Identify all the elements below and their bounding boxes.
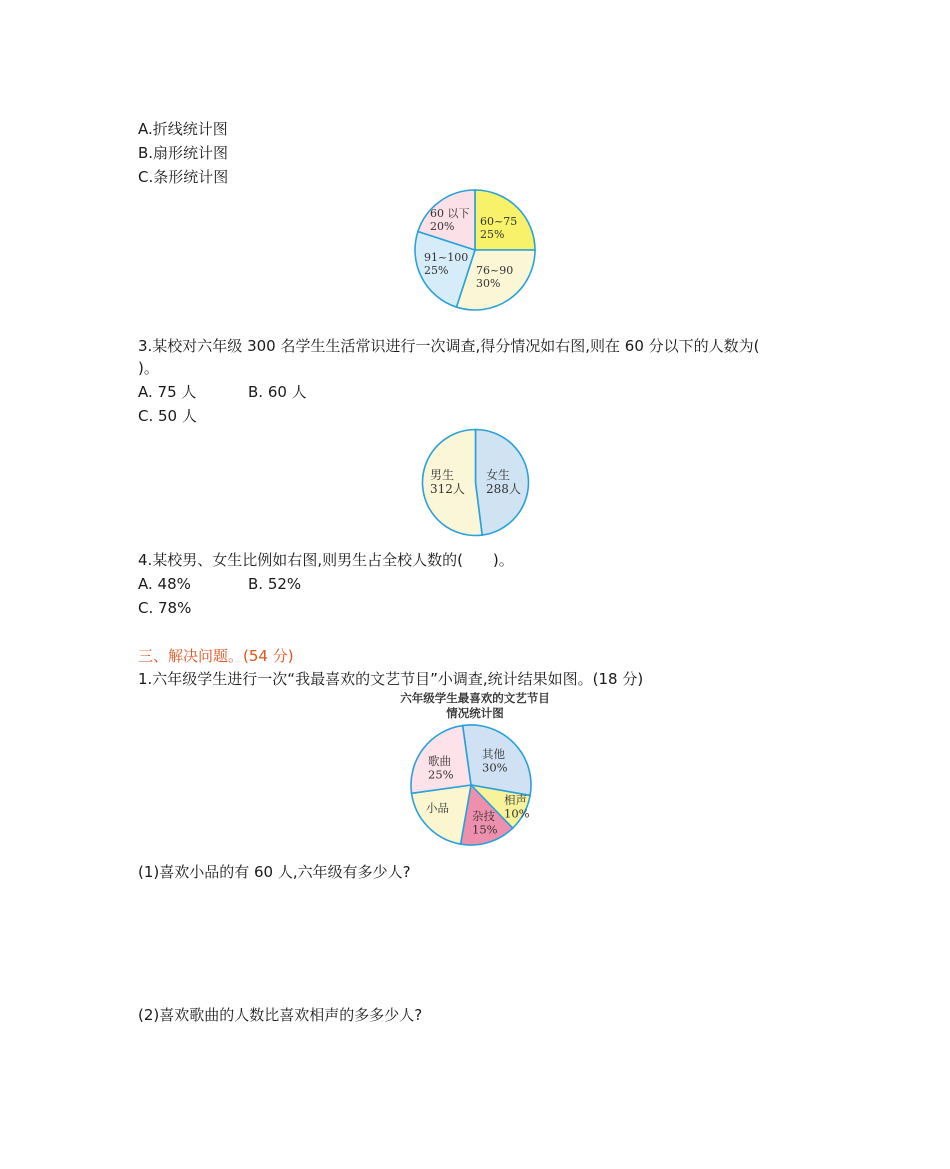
q4-option-c: C. 78% bbox=[138, 599, 192, 617]
gender-ratio-pie-chart bbox=[418, 425, 533, 540]
slice-label: 相声 bbox=[504, 793, 527, 807]
q2-option-c: C.条形统计图 bbox=[138, 168, 229, 186]
slice-value-label: 20% bbox=[430, 220, 455, 233]
slice-label: 91~100 bbox=[424, 251, 469, 264]
q3-option-a: A. 75 人 bbox=[138, 383, 197, 401]
q2-option-a: A.折线统计图 bbox=[138, 120, 228, 138]
chart-subtitle: 情况统计图 bbox=[446, 706, 504, 720]
q3-option-b: B. 60 人 bbox=[248, 383, 307, 401]
q4-stem: 4.某校男、女生比例如右图,则男生占全校人数的( )。 bbox=[138, 551, 514, 569]
slice-label: 歌曲 bbox=[428, 754, 451, 768]
slice-label: 杂技 bbox=[472, 809, 495, 823]
slice-value-label: 25% bbox=[428, 767, 454, 782]
slice-label: 60~75 bbox=[480, 215, 518, 228]
chart-title: 六年级学生最喜欢的文艺节目 bbox=[400, 691, 550, 705]
slice-value-label: 25% bbox=[424, 264, 449, 277]
slice-label: 女生 bbox=[486, 468, 511, 482]
q2-option-b: B.扇形统计图 bbox=[138, 144, 229, 162]
q3-option-c: C. 50 人 bbox=[138, 407, 197, 425]
slice-label: 男生 bbox=[430, 468, 455, 482]
q4-option-b: B. 52% bbox=[248, 575, 302, 593]
q3-stem-line1: 3.某校对六年级 300 名学生生活常识进行一次调查,得分情况如右图,则在 60 分以下的人数为( bbox=[138, 337, 760, 355]
q3-stem-line2: )。 bbox=[138, 359, 159, 377]
slice-value-label: 288人 bbox=[486, 482, 521, 496]
slice-label: 小品 bbox=[426, 801, 449, 815]
score-distribution-pie-chart bbox=[410, 185, 540, 315]
slice-value-label: 25% bbox=[480, 228, 505, 241]
slice-label: 76~90 bbox=[476, 264, 514, 277]
slice-value-label: 312人 bbox=[430, 482, 465, 496]
slice-value-label: 10% bbox=[504, 806, 530, 821]
section3-sub-question-2: (2)喜欢歌曲的人数比喜欢相声的多多少人? bbox=[138, 1006, 423, 1024]
favorite-program-pie-chart bbox=[380, 690, 570, 852]
q4-options-row bbox=[138, 574, 302, 594]
section3-sub-question-1: (1)喜欢小品的有 60 人,六年级有多少人? bbox=[138, 863, 411, 881]
slice-value-label: 30% bbox=[476, 277, 501, 290]
section3-q1-stem: 1.六年级学生进行一次“我最喜欢的文艺节目”小调查,统计结果如图。(18 分) bbox=[138, 670, 644, 688]
slice-value-label: 30% bbox=[482, 760, 508, 775]
q4-option-a: A. 48% bbox=[138, 575, 191, 593]
slice-label: 其他 bbox=[482, 747, 505, 761]
section-heading: 三、解决问题。(54 分) bbox=[138, 647, 294, 665]
slice-value-label: 15% bbox=[472, 822, 498, 837]
slice-label: 60 以下 bbox=[430, 207, 470, 220]
q3-options-row bbox=[138, 382, 307, 402]
